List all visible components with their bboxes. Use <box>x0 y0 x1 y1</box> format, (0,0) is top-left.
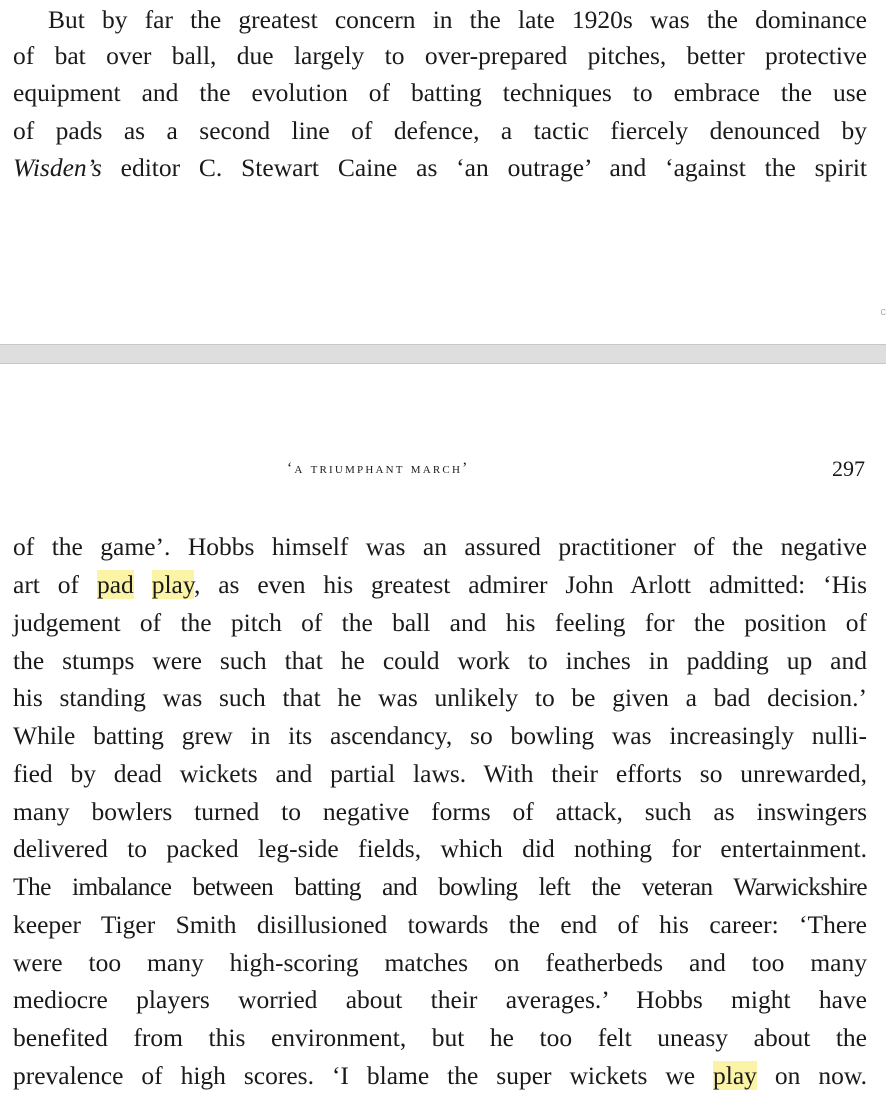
text-line <box>13 566 867 604</box>
search-highlight: play <box>151 570 194 599</box>
text-span: , as even his greatest admirer John Arlott admitted: ‘His <box>193 570 868 599</box>
text-line: equipment and the evolution of batting techniques to embrace the use <box>13 78 867 107</box>
running-head: ‘a triumphant march’ <box>287 460 470 477</box>
text-line: his standing was such that he was unlikely to be given a bad decision.’ <box>13 683 867 712</box>
page-divider <box>0 344 886 364</box>
text-line: While batting grew in its ascendancy, so bowling was increasingly nulli- <box>13 721 867 750</box>
italic-title: Wisden’s <box>13 153 102 182</box>
text-line: were too many high-scoring matches on featherbeds and too many <box>13 948 867 977</box>
text-line: delivered to packed leg-side fields, which did nothing for entertainment. <box>13 834 867 863</box>
text-line: The imbalance between batting and bowling left the veteran Warwickshire <box>13 872 867 901</box>
text-line: mediocre players worried about their averages.’ Hobbs might have <box>13 985 867 1014</box>
text-line: judgement of the pitch of the ball and his feeling for the position of <box>13 608 867 637</box>
text-line: But by far the greatest concern in the late 1920s was the dominance <box>48 5 867 34</box>
text-line: of pads as a second line of defence, a tactic fiercely denounced by <box>13 116 867 145</box>
text-line <box>13 1057 867 1095</box>
text-line <box>13 149 867 187</box>
text-line: benefited from this environment, but he too felt uneasy about the <box>13 1023 867 1052</box>
text-line: of the game’. Hobbs himself was an assured practitioner of the negative <box>13 532 867 561</box>
text-span: on now. <box>774 1061 868 1090</box>
page-number: 297 <box>832 456 865 481</box>
text-span: art of <box>13 570 80 599</box>
search-highlight: play <box>713 1061 757 1090</box>
top-page <box>0 0 886 344</box>
text-line: of bat over ball, due largely to over-prepared pitches, better protective <box>13 41 867 70</box>
text-line: fied by dead wickets and partial laws. With their efforts so unrewarded, <box>13 759 867 788</box>
text-line: the stumps were such that he could work to inches in padding up and <box>13 646 867 675</box>
text-line: many bowlers turned to negative forms of attack, such as inswingers <box>13 797 867 826</box>
text-line: keeper Tiger Smith disillusioned towards the end of his career: ‘There <box>13 910 867 939</box>
bottom-page <box>0 364 886 1100</box>
edge-mark: c <box>880 306 886 318</box>
search-highlight: pad <box>96 570 134 599</box>
text-span: prevalence of high scores. ‘I blame the super wickets we <box>13 1061 696 1090</box>
text-span: editor C. Stewart Caine as ‘an outrage’ and ‘against the spirit <box>120 153 868 182</box>
